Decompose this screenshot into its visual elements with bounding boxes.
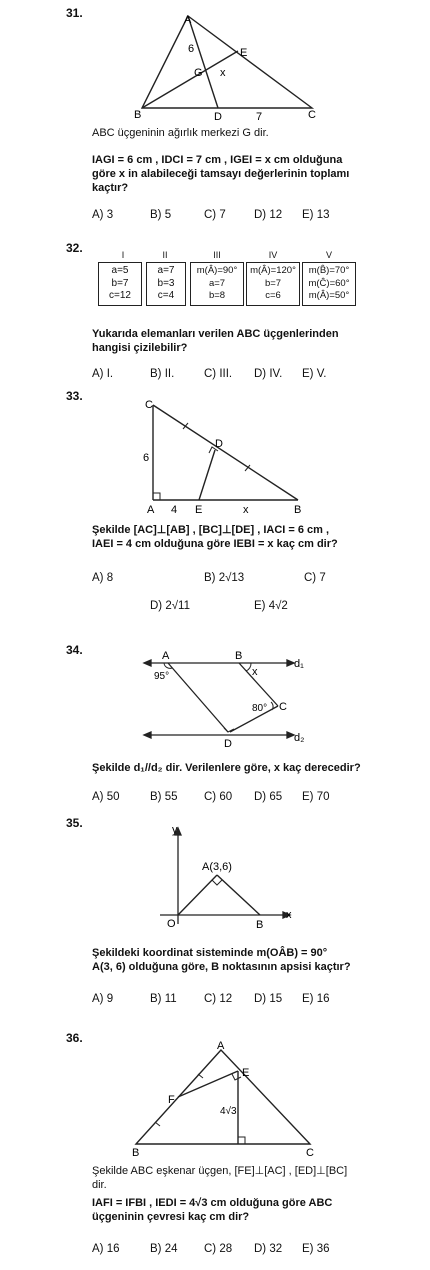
label-D: D (215, 438, 223, 450)
table-header: III (213, 250, 221, 260)
question-text: ABC üçgeninin ağırlık merkezi G dir. (92, 127, 269, 139)
table-cell: a=5 b=7 c=12 (98, 262, 142, 306)
label-x: x (220, 67, 226, 79)
question-text: Şekildeki koordinat sisteminde m(OÂB) = 90° (92, 947, 328, 959)
option-e[interactable]: E) 70 (302, 791, 330, 803)
question-text: Şekilde [AC]⊥[AB] , [BC]⊥[DE] , IACI = 6 cm , (92, 524, 330, 536)
option-e[interactable]: E) 13 (302, 209, 330, 221)
question-text: IAFI = IFBI , IEDI = 4√3 cm olduğuna göre ABC (92, 1197, 333, 1209)
option-d[interactable]: D) IV. (254, 368, 283, 380)
question-text: kaçtır? (92, 182, 129, 194)
triangle-figure-33 (135, 395, 315, 515)
label-E: E (242, 1067, 250, 1079)
label-A: A(3,6) (202, 861, 232, 873)
table-header: IV (268, 250, 278, 260)
label-F: F (168, 1094, 175, 1106)
option-a[interactable]: A) 16 (92, 1243, 120, 1255)
option-c[interactable]: C) 60 (204, 791, 233, 803)
question-text: Yukarıda elemanları verilen ABC üçgenlerinden (92, 328, 339, 340)
question-number: 32. (66, 241, 83, 255)
question-text: IAGI = 6 cm , IDCI = 7 cm , IGEI = x cm olduğuna (92, 154, 343, 166)
option-a[interactable]: A) 9 (92, 993, 114, 1005)
question-text: IAEI = 4 cm olduğuna göre IEBI = x kaç cm dir? (92, 538, 338, 550)
option-d[interactable]: D) 65 (254, 791, 283, 803)
elements-table (96, 250, 358, 310)
label-O: O (167, 918, 176, 930)
option-b[interactable]: B) 5 (150, 209, 172, 221)
label-6: 6 (188, 43, 195, 55)
table-cell: m(Â)=120° b=7 c=6 (246, 262, 300, 306)
option-d[interactable]: D) 15 (254, 993, 283, 1005)
question-number: 31. (66, 6, 83, 20)
question-text: göre x in alabileceği tamsayı değerlerinin toplamı (92, 168, 350, 180)
label-x: x (286, 909, 292, 921)
label-d2: d₂ (294, 732, 305, 744)
option-d[interactable]: D) 12 (254, 209, 283, 221)
question-number: 35. (66, 816, 83, 830)
label-C: C (308, 109, 316, 121)
option-c[interactable]: C) III. (204, 368, 233, 380)
label-4: 4 (171, 504, 178, 515)
label-x: x (252, 666, 258, 678)
label-C: C (306, 1147, 314, 1159)
table-cell: m(Â)=90° a=7 b=8 (190, 262, 244, 306)
option-c[interactable]: C) 7 (204, 209, 226, 221)
question-text: hangisi çizilebilir? (92, 342, 188, 354)
option-a[interactable]: A) 3 (92, 209, 114, 221)
option-d[interactable]: D) 2√11 (150, 600, 190, 612)
label-d1: d₁ (294, 658, 304, 670)
option-b[interactable]: B) 2√13 (204, 572, 245, 584)
label-E: E (240, 47, 248, 59)
option-d[interactable]: D) 32 (254, 1243, 283, 1255)
label-A: A (147, 504, 155, 515)
question-number: 34. (66, 643, 83, 657)
label-B: B (134, 109, 142, 121)
triangle-figure-31 (130, 10, 330, 122)
label-C: C (145, 399, 153, 411)
option-c[interactable]: C) 12 (204, 993, 233, 1005)
table-cell: a=7 b=3 c=4 (146, 262, 186, 306)
label-A: A (184, 14, 192, 26)
option-e[interactable]: E) 36 (302, 1243, 330, 1255)
question-number: 36. (66, 1031, 83, 1045)
label-D: D (214, 111, 222, 122)
table-cell: m(B̂)=70° m(Ĉ)=60° m(Â)=50° (302, 262, 356, 306)
option-b[interactable]: B) 11 (150, 993, 177, 1005)
option-b[interactable]: B) 55 (150, 791, 178, 803)
option-e[interactable]: E) V. (302, 368, 327, 380)
label-G: G (194, 67, 203, 79)
parallel-lines-figure-34 (140, 648, 320, 752)
label-6: 6 (143, 452, 150, 464)
label-x: x (243, 504, 249, 515)
option-c[interactable]: C) 28 (204, 1243, 233, 1255)
question-text: üçgeninin çevresi kaç cm dir? (92, 1211, 250, 1223)
option-c[interactable]: C) 7 (304, 572, 326, 584)
label-95: 95° (154, 671, 170, 682)
label-B: B (132, 1147, 140, 1159)
triangle-figure-36 (128, 1038, 328, 1160)
label-A: A (162, 650, 170, 662)
table-header: I (121, 250, 125, 260)
question-text: dir. (92, 1179, 107, 1191)
label-C: C (279, 701, 287, 713)
option-a[interactable]: A) I. (92, 368, 114, 380)
option-b[interactable]: B) II. (150, 368, 175, 380)
coordinate-figure-35 (150, 820, 300, 932)
table-header: V (325, 250, 332, 260)
question-number: 33. (66, 389, 83, 403)
label-D: D (224, 738, 232, 750)
question-text: Şekilde ABC eşkenar üçgen, [FE]⊥[AC] , [ED]⊥[BC] (92, 1165, 348, 1177)
option-e[interactable]: E) 4√2 (254, 600, 288, 612)
option-a[interactable]: A) 50 (92, 791, 120, 803)
label-E: E (195, 504, 203, 515)
option-e[interactable]: E) 16 (302, 993, 330, 1005)
label-7: 7 (256, 111, 263, 122)
question-text: Şekilde d₁//d₂ dir. Verilenlere göre, x kaç derecedir? (92, 762, 361, 774)
label-80: 80° (252, 703, 268, 714)
question-text: A(3, 6) olduğuna göre, B noktasının apsisi kaçtır? (92, 961, 351, 973)
label-B: B (235, 650, 243, 662)
option-a[interactable]: A) 8 (92, 572, 114, 584)
label-B: B (256, 919, 264, 931)
label-y: y (172, 824, 178, 836)
label-B: B (294, 504, 302, 515)
label-4root3: 4√3 (220, 1106, 237, 1117)
table-header: II (162, 250, 168, 260)
label-A: A (217, 1040, 225, 1052)
option-b[interactable]: B) 24 (150, 1243, 178, 1255)
